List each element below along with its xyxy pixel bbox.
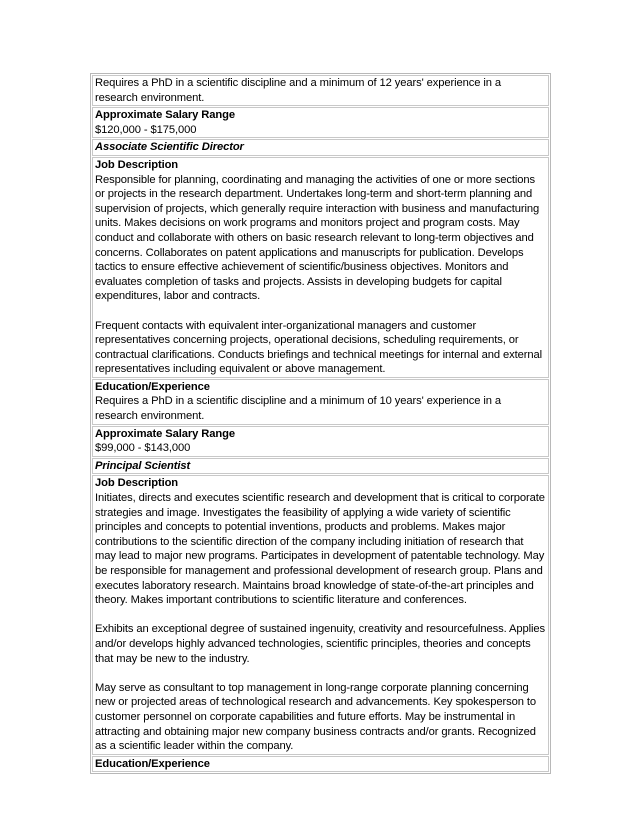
salary-range-cell	[92, 426, 549, 457]
job-description-cell	[92, 475, 549, 754]
salary-range-heading: Approximate Salary Range	[95, 427, 235, 440]
job-title: Associate Scientific Director	[95, 141, 244, 154]
education-experience-cell	[92, 756, 549, 773]
job-description-paragraph: Frequent contacts with equivalent inter-organizational managers and customer representatives concerning projects, operational decisions, scheduling requirements, or contractual clarifications. Conducts briefings and technical meetings for internal and external representatives including equivalent or above management.	[95, 319, 542, 376]
job-description-paragraph: Responsible for planning, coordinating and managing the activities of one or more sections or projects in the research department. Undertakes long-term and short-term planning and supervision of projects, which generally require interaction with business and manufacturing units. Makes decisions on work programs and monitors project and program costs. May conduct and collaborate with others on basic research relevant to long-term objectives and concerns. Collaborates on patent applications and manuscripts for publication. Develops tactics to ensure effective achievement of scientific/business objectives. Monitors and evaluates completion of tasks and projects. Assists in developing budgets for capital expenditures, labor and contracts.	[95, 173, 540, 303]
job-description-table	[90, 73, 551, 774]
job-description-paragraph: May serve as consultant to top management in long-range corporate planning concerning new or projected areas of technological research and advancements. Key spokesperson to customer personnel on corporate capabilities and future efforts. May be instrumental in attracting and obtaining major new company business contracts and/or grants. Recognized as a scientific leader within the company.	[95, 681, 537, 753]
education-experience-heading: Education/Experience	[95, 757, 210, 770]
salary-range-cell	[92, 107, 549, 138]
education-experience-cell	[92, 379, 549, 425]
salary-range-heading: Approximate Salary Range	[95, 109, 235, 122]
education-requirement-cell	[92, 75, 549, 106]
job-title-cell	[92, 139, 549, 156]
salary-range-value: $120,000 - $175,000	[95, 123, 197, 136]
education-experience-text: Requires a PhD in a scientific discipline and a minimum of 10 years' experience in a research environment.	[95, 395, 502, 423]
job-title: Principal Scientist	[95, 459, 191, 472]
education-experience-heading: Education/Experience	[95, 380, 210, 393]
job-description-paragraph: Initiates, directs and executes scientific research and development that is critical to corporate strategies and image. Investigates the feasibility of applying a wide variety of scientific principles and concepts to potential inventions, products and problems. Makes major contributions to the scientific direction of the company including initiation of research that may lead to major new programs. Participates in development of patentable technology. May be responsible for management and professional development of research group. Plans and executes laboratory research. Maintains broad knowledge of state-of-the-art principles and theory. Makes important contributions to scientific literature and conferences.	[95, 492, 545, 607]
job-description-cell	[92, 157, 549, 378]
education-text: Requires a PhD in a scientific discipline and a minimum of 12 years' experience in a research environment.	[95, 77, 502, 104]
job-title-cell	[92, 458, 549, 475]
job-description-heading: Job Description	[95, 158, 179, 171]
salary-range-value: $99,000 - $143,000	[95, 442, 191, 455]
job-description-paragraph: Exhibits an exceptional degree of sustained ingenuity, creativity and resourcefulness. Applies and/or develops highly advanced technologies, scientific principles, theories and concepts that may be new to the industry.	[95, 623, 545, 665]
job-description-heading: Job Description	[95, 477, 179, 490]
